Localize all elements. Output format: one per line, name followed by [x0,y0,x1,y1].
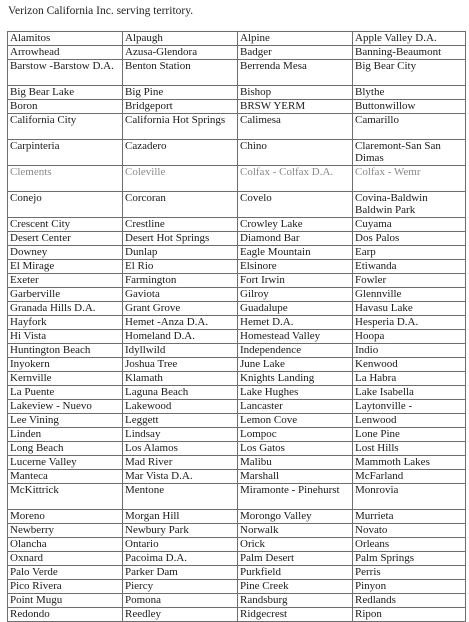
table-cell: Lemon Cove [238,414,353,428]
table-row [8,218,466,232]
table-cell: Arrowhead [8,46,123,60]
table-cell: Badger [238,46,353,60]
table-cell: Los Alamos [123,442,238,456]
table-row [8,608,466,622]
table-cell: Mentone [123,484,238,510]
table-cell: Desert Center [8,232,123,246]
table-cell: Chino [238,140,353,166]
table-cell: Lakeview - Nuevo [8,400,123,414]
table-cell: Farmington [123,274,238,288]
table-row [8,594,466,608]
table-cell: Conejo [8,192,123,218]
table-row [8,580,466,594]
table-cell: Colfax - Wemr [353,166,466,192]
table-cell: Alamitos [8,32,123,46]
table-cell: Olancha [8,538,123,552]
table-cell: Big Bear Lake [8,86,123,100]
table-cell: Lake Hughes [238,386,353,400]
table-cell: Downey [8,246,123,260]
table-cell: Banning-Beaumont [353,46,466,60]
table-cell: Gilroy [238,288,353,302]
table-row [8,510,466,524]
table-cell: Cuyama [353,218,466,232]
table-cell: Camarillo [353,114,466,140]
table-cell: Moreno [8,510,123,524]
table-cell: Orleans [353,538,466,552]
table-cell: Barstow -Barstow D.A. [8,60,123,86]
table-cell: Covina-Baldwin Baldwin Park [353,192,466,218]
table-cell: La Habra [353,372,466,386]
table-cell: Lompoc [238,428,353,442]
page-title: Verizon California Inc. serving territory. [8,5,194,17]
table-cell: Lenwood [353,414,466,428]
table-cell: Lone Pine [353,428,466,442]
table-cell: Dunlap [123,246,238,260]
table-cell: Berrenda Mesa [238,60,353,86]
table-cell: Norwalk [238,524,353,538]
table-row [8,470,466,484]
table-cell: Lost Hills [353,442,466,456]
territory-table [7,31,466,622]
table-cell: Coleville [123,166,238,192]
table-row [8,552,466,566]
table-cell: Lancaster [238,400,353,414]
table-row [8,400,466,414]
table-cell: Earp [353,246,466,260]
table-cell: Covelo [238,192,353,218]
table-cell: Mammoth Lakes [353,456,466,470]
table-cell: Clements [8,166,123,192]
table-cell: Laytonville - [353,400,466,414]
table-cell: Pine Creek [238,580,353,594]
table-cell: Blythe [353,86,466,100]
table-cell: Joshua Tree [123,358,238,372]
table-cell: California Hot Springs [123,114,238,140]
table-cell: El Rio [123,260,238,274]
table-cell: Bishop [238,86,353,100]
table-cell: Morongo Valley [238,510,353,524]
table-cell: Palm Springs [353,552,466,566]
table-cell: Idyllwild [123,344,238,358]
table-row [8,288,466,302]
table-cell: Eagle Mountain [238,246,353,260]
table-row [8,192,466,218]
table-cell: Fowler [353,274,466,288]
table-cell: Reedley [123,608,238,622]
table-row [8,274,466,288]
table-cell: Hoopa [353,330,466,344]
table-cell: McKittrick [8,484,123,510]
table-row [8,566,466,580]
table-body [8,32,466,622]
table-cell: Claremont-San San Dimas [353,140,466,166]
table-cell: Kernville [8,372,123,386]
table-cell: Ripon [353,608,466,622]
table-cell: Kenwood [353,358,466,372]
table-row [8,344,466,358]
table-cell: Exeter [8,274,123,288]
table-cell: Palm Desert [238,552,353,566]
table-row [8,386,466,400]
table-row [8,456,466,470]
table-cell: Indio [353,344,466,358]
table-cell: Gaviota [123,288,238,302]
table-cell: Havasu Lake [353,302,466,316]
table-row [8,538,466,552]
table-cell: Pico Rivera [8,580,123,594]
table-cell: El Mirage [8,260,123,274]
table-cell: Buttonwillow [353,100,466,114]
table-cell: Lindsay [123,428,238,442]
table-cell: Piercy [123,580,238,594]
table-cell: Newbury Park [123,524,238,538]
table-cell: Miramonte - Pinehurst [238,484,353,510]
table-cell: Lee Vining [8,414,123,428]
table-cell: Inyokern [8,358,123,372]
table-cell: Linden [8,428,123,442]
table-cell: Crestline [123,218,238,232]
table-row [8,60,466,86]
table-cell: Mad River [123,456,238,470]
table-row [8,232,466,246]
table-cell: Leggett [123,414,238,428]
table-cell: Pacoima D.A. [123,552,238,566]
table-cell: Alpaugh [123,32,238,46]
table-row [8,46,466,60]
table-cell: Corcoran [123,192,238,218]
table-cell: Ridgecrest [238,608,353,622]
table-cell: Fort Irwin [238,274,353,288]
table-cell: California City [8,114,123,140]
table-cell: Murrieta [353,510,466,524]
table-cell: Klamath [123,372,238,386]
table-row [8,32,466,46]
table-cell: Point Mugu [8,594,123,608]
table-cell: Pomona [123,594,238,608]
table-cell: Monrovia [353,484,466,510]
table-cell: Oxnard [8,552,123,566]
table-cell: Laguna Beach [123,386,238,400]
table-row [8,114,466,140]
table-cell: Morgan Hill [123,510,238,524]
table-cell: Hesperia D.A. [353,316,466,330]
table-cell: Benton Station [123,60,238,86]
table-cell: Manteca [8,470,123,484]
table-cell: Calimesa [238,114,353,140]
table-cell: Perris [353,566,466,580]
table-cell: Colfax - Colfax D.A. [238,166,353,192]
table-cell: Homeland D.A. [123,330,238,344]
table-row [8,358,466,372]
table-row [8,524,466,538]
table-row [8,428,466,442]
table-cell: Glennville [353,288,466,302]
table-cell: Lake Isabella [353,386,466,400]
table-cell: Purkfield [238,566,353,580]
table-cell: Ontario [123,538,238,552]
table-row [8,260,466,274]
table-row [8,442,466,456]
table-cell: Big Bear City [353,60,466,86]
table-cell: Marshall [238,470,353,484]
table-cell: Boron [8,100,123,114]
table-cell: Randsburg [238,594,353,608]
table-cell: Palo Verde [8,566,123,580]
table-cell: Granada Hills D.A. [8,302,123,316]
table-cell: Alpine [238,32,353,46]
table-cell: Dos Palos [353,232,466,246]
table-cell: Garberville [8,288,123,302]
table-cell: Hemet D.A. [238,316,353,330]
table-cell: Big Pine [123,86,238,100]
table-cell: Hi Vista [8,330,123,344]
table-row [8,86,466,100]
table-cell: Hayfork [8,316,123,330]
table-cell: Lakewood [123,400,238,414]
table-row [8,330,466,344]
table-cell: Crescent City [8,218,123,232]
table-cell: Desert Hot Springs [123,232,238,246]
table-cell: Etiwanda [353,260,466,274]
table-row [8,166,466,192]
table-row [8,246,466,260]
table-row [8,484,466,510]
table-cell: Mar Vista D.A. [123,470,238,484]
table-cell: Apple Valley D.A. [353,32,466,46]
table-row [8,140,466,166]
table-cell: McFarland [353,470,466,484]
table-cell: Redlands [353,594,466,608]
table-cell: Azusa-Glendora [123,46,238,60]
table-row [8,302,466,316]
table-cell: Long Beach [8,442,123,456]
table-cell: Guadalupe [238,302,353,316]
table-cell: Lucerne Valley [8,456,123,470]
table-cell: Knights Landing [238,372,353,386]
table-cell: Newberry [8,524,123,538]
table-row [8,414,466,428]
table-cell: Pinyon [353,580,466,594]
table-cell: Redondo [8,608,123,622]
table-cell: Independence [238,344,353,358]
table-cell: Malibu [238,456,353,470]
table-cell: Elsinore [238,260,353,274]
table-cell: Diamond Bar [238,232,353,246]
table-cell: Hemet -Anza D.A. [123,316,238,330]
table-cell: Crowley Lake [238,218,353,232]
table-cell: La Puente [8,386,123,400]
table-cell: Parker Dam [123,566,238,580]
table-cell: Bridgeport [123,100,238,114]
table-cell: June Lake [238,358,353,372]
table-cell: Homestead Valley [238,330,353,344]
table-cell: Orick [238,538,353,552]
table-cell: BRSW YERM [238,100,353,114]
table-cell: Cazadero [123,140,238,166]
table-cell: Los Gatos [238,442,353,456]
table-cell: Huntington Beach [8,344,123,358]
table-row [8,372,466,386]
table-cell: Carpinteria [8,140,123,166]
table-cell: Novato [353,524,466,538]
table-row [8,100,466,114]
table-row [8,316,466,330]
table-cell: Grant Grove [123,302,238,316]
